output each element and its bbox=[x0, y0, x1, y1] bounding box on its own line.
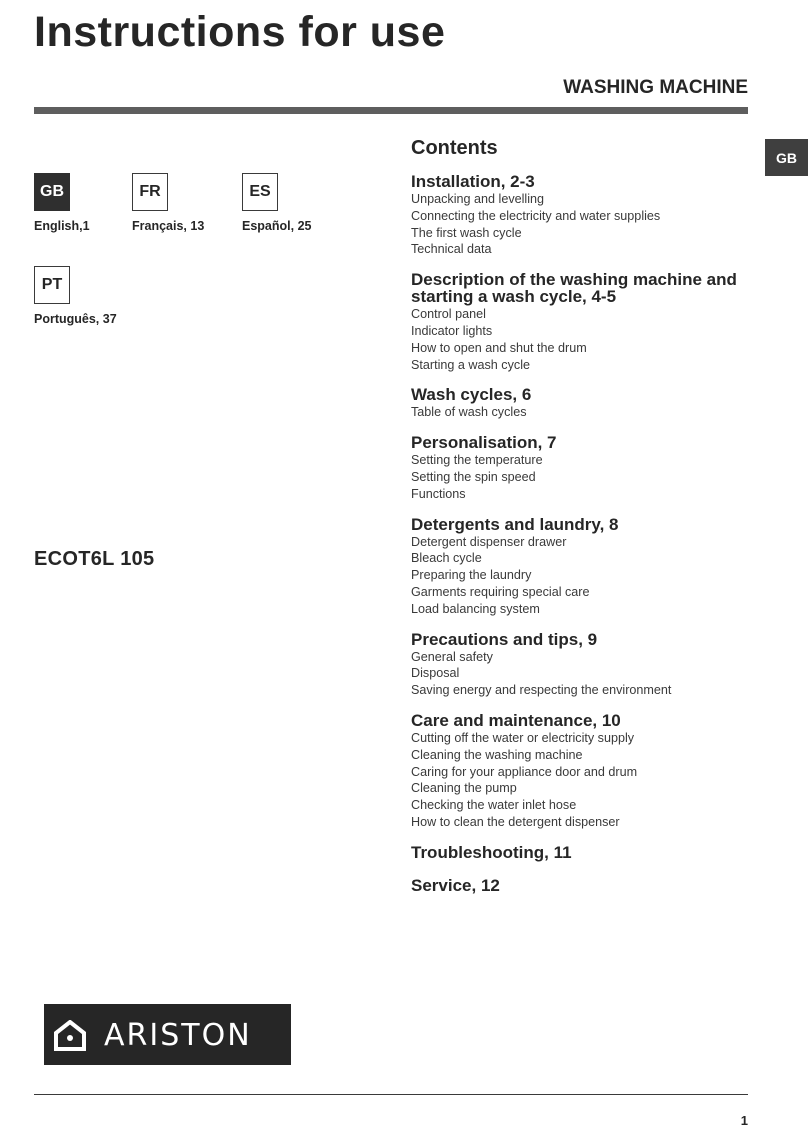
language-gb[interactable] bbox=[34, 173, 144, 233]
toc-item[interactable]: Bleach cycle bbox=[411, 551, 482, 566]
toc-item[interactable]: How to open and shut the drum bbox=[411, 340, 587, 355]
toc-item[interactable]: Setting the temperature bbox=[411, 453, 543, 468]
brand-name: ARISTON bbox=[104, 1018, 252, 1053]
toc-section-title[interactable]: Wash cycles, 6 bbox=[411, 385, 532, 405]
toc-item[interactable]: General safety bbox=[411, 649, 493, 664]
toc-section-title[interactable]: Care and maintenance, 10 bbox=[411, 710, 621, 730]
toc-item[interactable]: Cleaning the washing machine bbox=[411, 747, 583, 762]
toc-section-title[interactable]: Troubleshooting, 11 bbox=[411, 842, 572, 862]
toc-item[interactable]: Starting a wash cycle bbox=[411, 357, 530, 372]
toc-item[interactable]: Cleaning the pump bbox=[411, 781, 517, 796]
language-label: Português, 37 bbox=[34, 312, 117, 326]
toc-item[interactable]: The first wash cycle bbox=[411, 225, 522, 240]
toc-section-title[interactable]: Installation, 2-3 bbox=[411, 172, 535, 191]
language-code-box: PT bbox=[34, 266, 70, 304]
document-subtitle: WASHING MACHINE bbox=[563, 77, 748, 98]
language-code-box: GB bbox=[34, 173, 70, 211]
toc-section-title[interactable]: Description of the washing machine and starting a wash cycle, 4-5 bbox=[411, 270, 737, 307]
toc-section bbox=[411, 516, 756, 618]
table-of-contents bbox=[411, 137, 756, 907]
page-number: 1 bbox=[740, 1113, 748, 1128]
toc-item[interactable]: Detergent dispenser drawer bbox=[411, 534, 567, 549]
toc-item[interactable]: Technical data bbox=[411, 242, 492, 257]
toc-item[interactable]: Garments requiring special care bbox=[411, 584, 590, 599]
toc-item[interactable]: Disposal bbox=[411, 666, 460, 681]
toc-item[interactable]: How to clean the detergent dispenser bbox=[411, 814, 620, 829]
toc-section-title[interactable]: Precautions and tips, 9 bbox=[411, 629, 598, 649]
toc-section bbox=[411, 271, 756, 373]
toc-section bbox=[411, 434, 756, 502]
toc-section bbox=[411, 173, 756, 258]
toc-item[interactable]: Unpacking and levelling bbox=[411, 192, 545, 206]
language-label: Español, 25 bbox=[242, 219, 312, 233]
toc-item[interactable]: Cutting off the water or electricity supply bbox=[411, 730, 635, 745]
document-title: Instructions for use bbox=[34, 8, 446, 56]
toc-item[interactable]: Saving energy and respecting the environment bbox=[411, 683, 672, 698]
toc-section-title[interactable]: Service, 12 bbox=[411, 875, 500, 895]
house-icon bbox=[53, 1020, 87, 1051]
toc-item[interactable]: Functions bbox=[411, 486, 466, 501]
toc-section bbox=[411, 386, 756, 421]
header-divider bbox=[34, 107, 748, 114]
toc-item[interactable]: Control panel bbox=[411, 307, 486, 322]
language-label: English,1 bbox=[34, 219, 90, 233]
toc-item[interactable]: Table of wash cycles bbox=[411, 405, 527, 420]
toc-item[interactable]: Checking the water inlet hose bbox=[411, 798, 577, 813]
toc-section bbox=[411, 712, 756, 831]
toc-item[interactable]: Connecting the electricity and water supplies bbox=[411, 208, 661, 223]
language-es[interactable] bbox=[242, 173, 352, 233]
toc-item[interactable]: Setting the spin speed bbox=[411, 469, 536, 484]
model-number: ECOT6L 105 bbox=[34, 548, 155, 570]
toc-section bbox=[411, 877, 756, 894]
language-label: Français, 13 bbox=[132, 219, 205, 233]
language-fr[interactable] bbox=[132, 173, 242, 233]
ariston-logo bbox=[44, 1004, 291, 1065]
footer-divider bbox=[34, 1094, 748, 1095]
toc-item[interactable]: Preparing the laundry bbox=[411, 568, 532, 583]
toc-section bbox=[411, 844, 756, 861]
toc-item[interactable]: Indicator lights bbox=[411, 323, 493, 338]
language-code-box: FR bbox=[132, 173, 168, 211]
contents-heading: Contents bbox=[411, 137, 498, 159]
toc-section-title[interactable]: Personalisation, 7 bbox=[411, 433, 557, 453]
language-code-box: ES bbox=[242, 173, 278, 211]
toc-item[interactable]: Caring for your appliance door and drum bbox=[411, 764, 638, 779]
language-side-tab[interactable]: GB bbox=[765, 139, 808, 176]
toc-section bbox=[411, 631, 756, 699]
toc-item[interactable]: Load balancing system bbox=[411, 601, 540, 616]
toc-section-title[interactable]: Detergents and laundry, 8 bbox=[411, 514, 619, 534]
language-pt[interactable] bbox=[34, 266, 144, 326]
